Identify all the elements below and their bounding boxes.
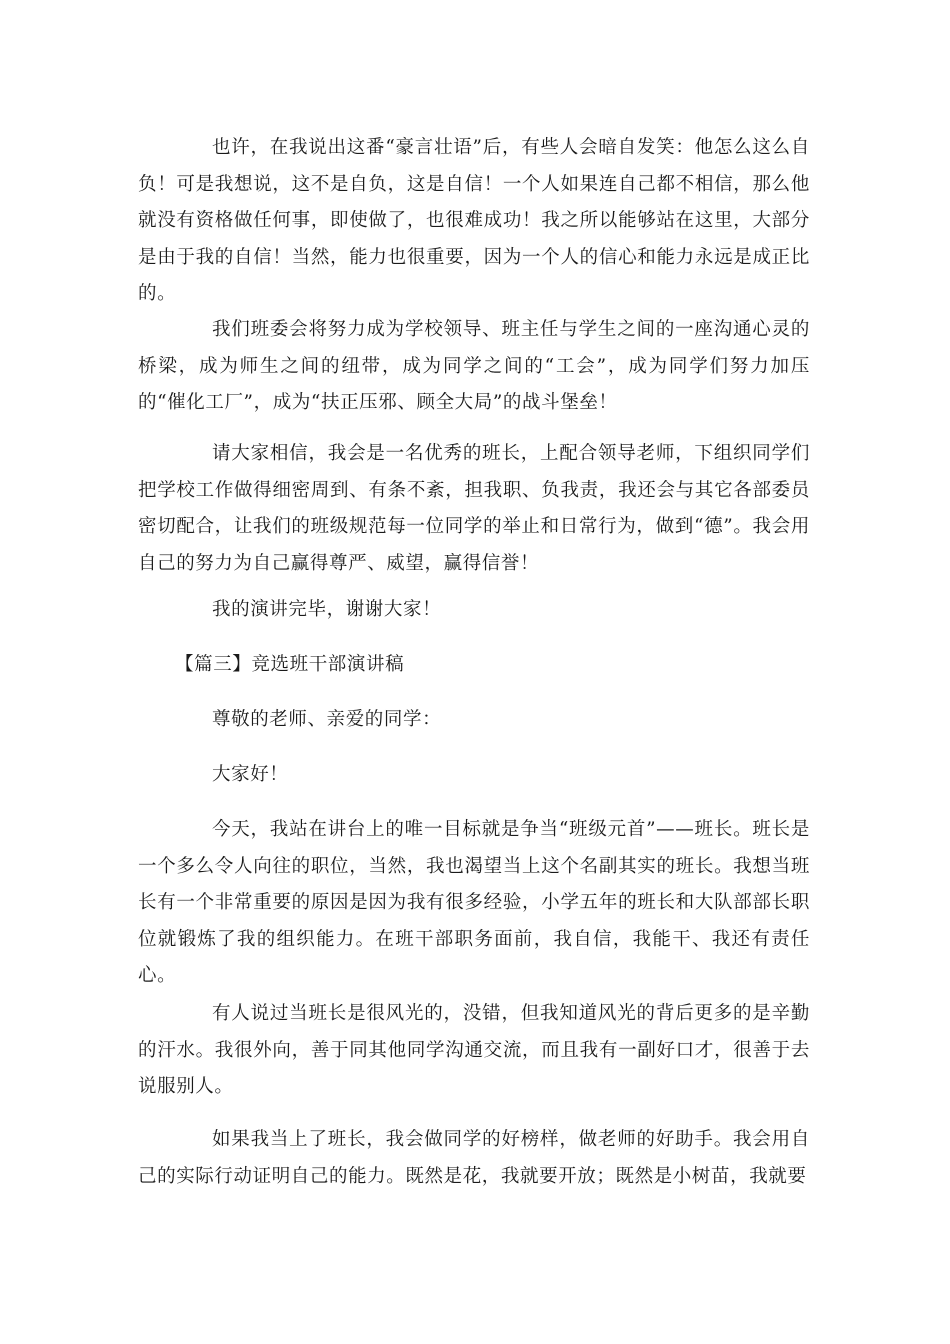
- section-heading: 【篇三】竞选班干部演讲稿: [175, 654, 405, 675]
- paragraph-if-elected: 如果我当上了班长，我会做同学的好榜样，做老师的好助手。我会用自己的实际行动证明自己的能力。既然是花，我就要开放；既然是小树苗，我就要: [138, 1129, 810, 1187]
- paragraph-speech-ending: 我的演讲完毕，谢谢大家！: [212, 599, 442, 620]
- paragraph-glamour: 有人说过当班长是很风光的，没错，但我知道风光的背后更多的是辛勤的汗水。我很外向，善于同其他同学沟通交流，而且我有一副好口才，很善于去说服别人。: [138, 1003, 810, 1097]
- greeting: 大家好！: [212, 764, 289, 785]
- paragraph-please-believe: 请大家相信，我会是一名优秀的班长，上配合领导老师，下组织同学们把学校工作做得细密周到、有条不紊，担我职、负我责，我还会与其它各部委员密切配合，让我们的班级规范每一位同学的举止和日常行为，做到“德”。我会用自己的努力为自己赢得尊严、威望，赢得信誉！: [138, 443, 810, 574]
- paragraph-self-confidence: 也许，在我说出这番“豪言壮语”后，有些人会暗自发笑：他怎么这么自负！可是我想说，这不是自负，这是自信！一个人如果连自己都不相信，那么他就没有资格做任何事，即使做了，也很难成功！我之所以能够站在这里，大部分是由于我的自信！当然，能力也很重要，因为一个人的信心和能力永远是成正比的。: [138, 137, 810, 304]
- paragraph-class-committee: 我们班委会将努力成为学校领导、班主任与学生之间的一座沟通心灵的桥梁，成为师生之间的纽带，成为同学之间的“工会”，成为同学们努力加压的“催化工厂”，成为“扶正压邪、顾全大局”的战斗堡垒！: [138, 319, 810, 413]
- salutation: 尊敬的老师、亲爱的同学：: [212, 709, 442, 730]
- paragraph-today: 今天，我站在讲台上的唯一目标就是争当“班级元首”——班长。班长是一个多么令人向往的职位，当然，我也渴望当上这个名副其实的班长。我想当班长有一个非常重要的原因是因为我有很多经验，小学五年的班长和大队部部长职位就锻炼了我的组织能力。在班干部职务面前，我自信，我能干、我还有责任心。: [138, 819, 810, 986]
